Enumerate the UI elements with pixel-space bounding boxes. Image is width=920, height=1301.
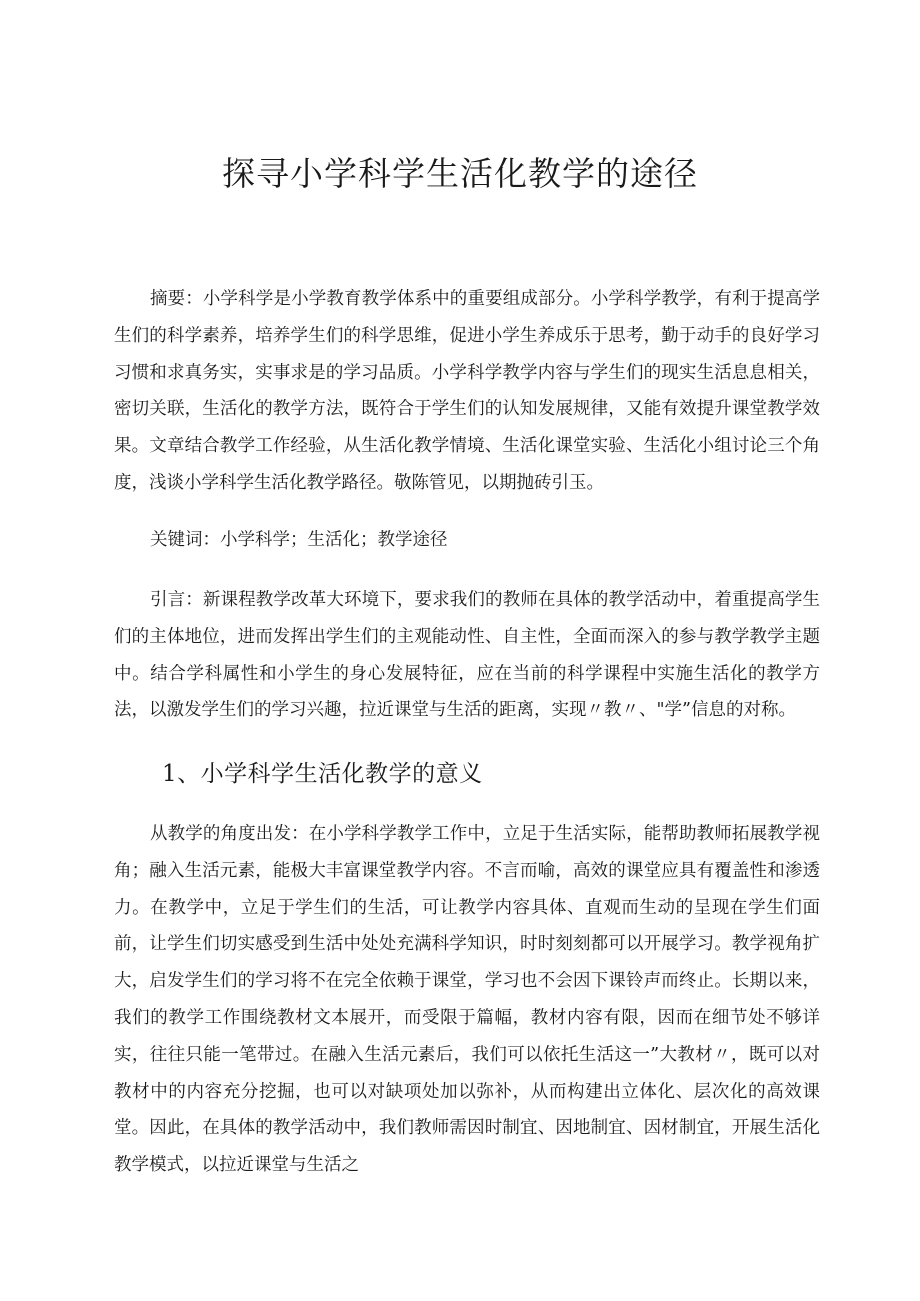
section-1-heading: 1、小学科学生活化教学的意义	[162, 761, 483, 787]
document-title: 探寻小学科学生活化教学的途径	[222, 154, 698, 193]
abstract-paragraph: 摘要：小学科学是小学教育教学体系中的重要组成部分。小学科学教学，有利于提高学生们的科学素养，培养学生们的科学思维，促进小学生养成乐于思考，勤于动手的良好学习习惯和求真务实，实事求是的学习品质。小学科学教学内容与学生们的现实生活息息相关，密切关联，生活化的教学方法，既符合于学生们的认知发展规律，又能有效提升课堂教学效果。文章结合教学工作经验，从生活化教学情境、生活化课堂实验、生活化小组讨论三个角度，浅谈小学科学生活化教学路径。敬陈管见，以期抛砖引玉。	[114, 289, 820, 493]
introduction-paragraph: 引言：新课程教学改革大环境下，要求我们的教师在具体的教学活动中，着重提高学生们的主体地位，进而发挥出学生们的主观能动性、自主性，全面而深入的参与教学教学主题中。结合学科属性和小学生的身心发展特征，应在当前的科学课程中实施生活化的教学方法，以激发学生们的学习兴趣，拉近课堂与生活的距离，实现〃教〃、"学”信息的对称。	[114, 590, 820, 721]
section-1-body-paragraph: 从教学的角度出发：在小学科学教学工作中，立足于生活实际，能帮助教师拓展教学视角；融入生活元素，能极大丰富课堂教学内容。不言而喻，高效的课堂应具有覆盖性和渗透力。在教学中，立足于学生们的生活，可让教学内容具体、直观而生动的呈现在学生们面前，让学生们切实感受到生活中处处充满科学知识，时时刻刻都可以开展学习。教学视角扩大，启发学生们的学习将不在完全依赖于课堂，学习也不会因下课铃声而终止。长期以来，我们的教学工作围绕教材文本展开，而受限于篇幅，教材内容有限，因而在细节处不够详实，往往只能一笔带过。在融入生活元素后，我们可以依托生活这一”大教材〃，既可以对教材中的内容充分挖掘，也可以对缺项处加以弥补，从而构建出立体化、层次化的高效课堂。因此，在具体的教学活动中，我们教师需因时制宜、因地制宜、因材制宜，开展生活化教学模式，以拉近课堂与生活之	[114, 824, 820, 1176]
keywords-paragraph: 关键词：小学科学；生活化；教学途径	[150, 530, 448, 550]
